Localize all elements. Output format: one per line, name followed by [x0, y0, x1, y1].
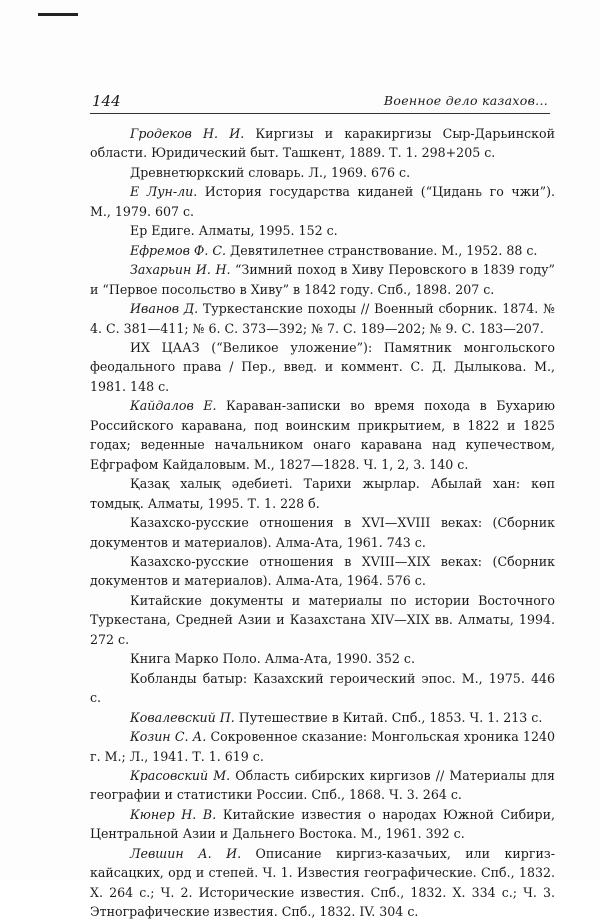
reference-author: Красовский М. [130, 767, 231, 783]
reference-entry [90, 124, 555, 163]
reference-author: Ковалевский П. [130, 709, 235, 725]
reference-text: Караван-записки во время похода в Бухарию Российского каравана, под воинским прикрытием, в 1822 и 1825 годах; веденные начальником онаго каравана над купечеством, Ефграфом Кайдаловым. М., 1827—1828. Ч. 1, 2, 3. 140 с. [90, 398, 555, 472]
running-title: Военное дело казахов... [383, 93, 548, 108]
reference-entry [90, 241, 555, 260]
reference-entry [90, 844, 555, 922]
reference-entry [90, 766, 555, 805]
reference-author: Кайдалов Е. [130, 398, 217, 414]
reference-text: ИХ ЦААЗ (“Великое уложение”): Памятник монгольского феодального права / Пер., введ. и коммент. С. Д. Дылыкова. М., 1981. 148 с. [90, 339, 555, 394]
reference-entry [90, 669, 555, 708]
reference-author: Кюнер Н. В. [130, 806, 217, 822]
reference-entry [90, 805, 555, 844]
reference-entry [90, 727, 555, 766]
reference-text: Сокровенное сказание: Монгольская хроника 1240 г. М.; Л., 1941. Т. 1. 619 с. [90, 729, 555, 764]
top-mark [38, 13, 78, 16]
reference-text: Туркестанские походы // Военный сборник. 1874. № 4. С. 381—411; № 6. С. 373—392; № 7. С. 189—202; № 9. С. 183—207. [90, 301, 555, 336]
reference-author: Ефремов Ф. С. [130, 242, 227, 258]
reference-text: Описание киргиз-казачьих, или киргиз-кайсацких, орд и степей. Ч. 1. Известия географические. Спб., 1832. Х. 264 с.; Ч. 2. Исторические известия. Спб., 1832. Х. 334 с.; Ч. 3. Этнографические известия. Спб., 1832. IV. 304 с. [90, 845, 555, 920]
reference-list [90, 124, 555, 922]
reference-text: Путешествие в Китай. Спб., 1853. Ч. 1. 213 с. [234, 709, 543, 725]
reference-entry [90, 338, 555, 396]
reference-entry [90, 260, 555, 299]
reference-text: Қазақ халық әдебиеті. Тарихи жырлар. Абылай хан: көп томдық. Алматы, 1995. Т. 1. 228 б. [90, 476, 555, 511]
reference-text: Область сибирских киргизов // Материалы для географии и статистики России. Спб., 1868. Ч. 3. 264 с. [90, 767, 556, 803]
reference-entry [90, 299, 555, 338]
reference-author: Козин С. А. [130, 729, 207, 745]
reference-entry [90, 182, 555, 221]
reference-author: Гродеков Н. И. [130, 126, 245, 141]
reference-text: Казахско-русские отношения в XVI—XVIII веках: (Сборник документов и материалов). Алма-Ата, 1961. 743 с. [90, 515, 555, 550]
reference-text: Книга Марко Поло. Алма-Ата, 1990. 352 с. [130, 651, 415, 667]
reference-text: Казахско-русские отношения в XVIII—XIX веках: (Сборник документов и материалов). Алма-Ата, 1964. 576 с. [90, 553, 555, 589]
reference-text: Девятилетнее странствование. М., 1952. 88 с. [226, 242, 538, 258]
reference-text: История государства киданей (“Цидань го чжи”). М., 1979. 607 с. [90, 184, 555, 219]
reference-author: Е Лун-ли. [130, 184, 198, 200]
reference-author: Иванов Д. [130, 301, 199, 317]
reference-entry [90, 396, 555, 474]
reference-entry [90, 708, 555, 727]
reference-entry [90, 649, 555, 668]
reference-text: Ер Едиге. Алматы, 1995. 152 с. [130, 223, 338, 239]
reference-author: Захарьин И. Н. [130, 262, 231, 278]
reference-text: Китайские известия о народах Южной Сибири, Центральной Азии и Дальнего Востока. М., 1961. 392 с. [90, 806, 555, 842]
reference-text: Древнетюркский словарь. Л., 1969. 676 с. [130, 164, 411, 180]
reference-text: Китайские документы и материалы по истории Восточного Туркестана, Средней Азии и Казахстана XIV—XIX вв. Алматы, 1994. 272 с. [90, 592, 555, 647]
reference-entry [90, 221, 555, 240]
reference-entry [90, 474, 555, 513]
reference-text: Киргизы и каракиргизы Сыр-Дарьинской области. Юридический быт. Ташкент, 1889. Т. 1. 298+205 с. [90, 126, 556, 161]
reference-text: “Зимний поход в Хиву Перовского в 1839 году” и “Первое посольство в Хиву” в 1842 году. Спб., 1898. 207 с. [90, 262, 555, 297]
reference-entry [90, 591, 555, 649]
reference-entry [90, 513, 555, 552]
page-number: 144 [92, 92, 121, 110]
reference-entry [90, 163, 555, 182]
running-head [90, 91, 550, 114]
reference-author: Левшин А. И. [130, 845, 242, 861]
reference-entry [90, 552, 555, 591]
reference-text: Кобланды батыр: Казахский героический эпос. М., 1975. 446 с. [90, 670, 555, 706]
